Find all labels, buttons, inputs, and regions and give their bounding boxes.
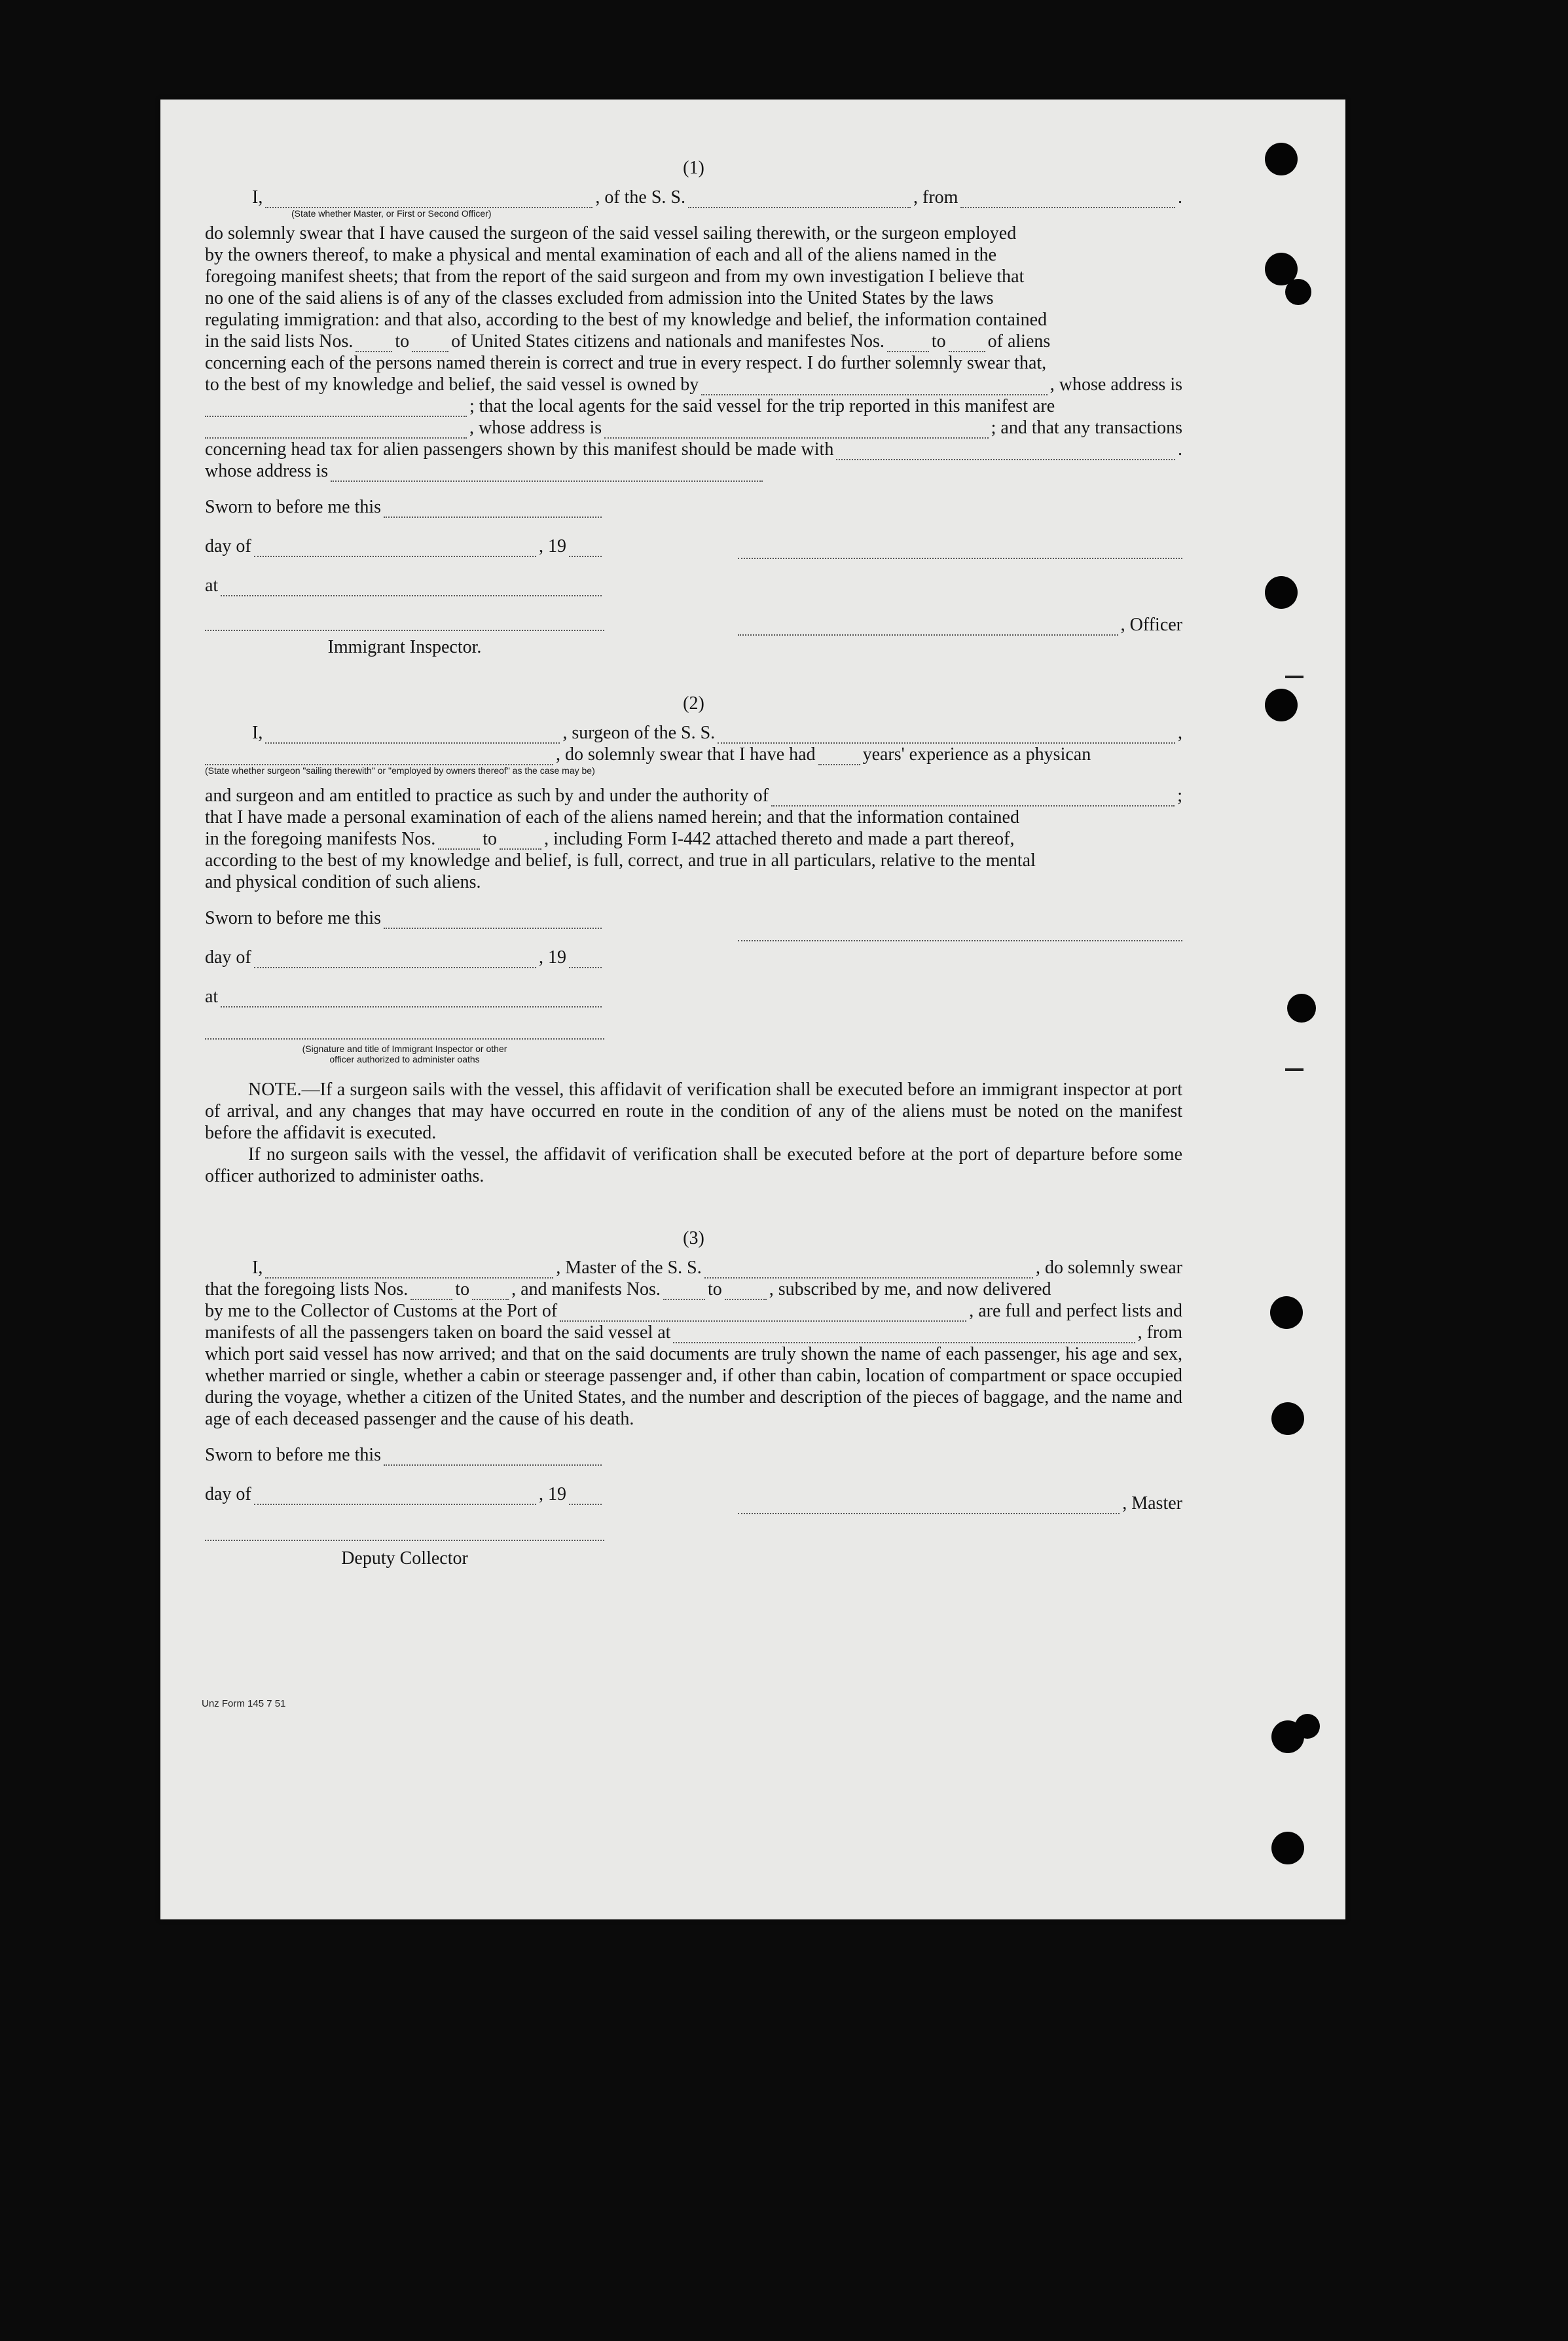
inspector-label: Immigrant Inspector. — [327, 637, 482, 657]
edge-mark — [1285, 1068, 1304, 1071]
section-1-line-1: I, , of the S. S. , from . — [252, 187, 1182, 208]
headtax-line: concerning head tax for alien passengers shown by this manifest should be made with . — [205, 439, 1182, 460]
punch-hole — [1265, 576, 1298, 609]
section-3-line-3: by me to the Collector of Customs at the Port of , are full and perfect lists and — [205, 1301, 1182, 1321]
owner-address-field[interactable] — [205, 401, 467, 417]
collector-signature-line[interactable] — [205, 1524, 604, 1541]
master-year-field[interactable] — [569, 1489, 602, 1505]
punch-hole — [1270, 1296, 1303, 1329]
section-3-signatures: Sworn to before me this day of , 19 , Master Deputy Collector — [205, 1445, 1182, 1569]
collector-label: Deputy Collector — [341, 1548, 468, 1569]
officer-signature-field[interactable] — [738, 620, 1118, 636]
master-list-from-field[interactable] — [410, 1284, 452, 1300]
section-2-signatures: Sworn to before me this day of , 19 at (Signature and title of Immigrant Inspector or other officer authorized to administer oaths — [205, 907, 1182, 1079]
surgeon-name-field[interactable] — [265, 728, 560, 744]
agents-line: ; that the local agents for the said vessel for the trip reported in this manifest are — [205, 395, 1182, 417]
concerning-line: concerning each of the persons named therein is correct and true in every respect. I do further solemnly swear that, — [205, 353, 1047, 373]
punch-hole — [1265, 143, 1298, 175]
lists-line: in the said lists Nos. to of United States citizens and nationals and manifestes Nos. to of aliens — [205, 331, 1051, 352]
form-number: Unz Form 145 7 51 — [202, 1698, 286, 1709]
punch-hole — [1271, 1832, 1304, 1864]
owned-line: to the best of my knowledge and belief, the said vessel is owned by , whose address is — [205, 374, 1182, 395]
port-field[interactable] — [560, 1306, 966, 1322]
surgeon-year-field[interactable] — [569, 953, 602, 968]
administering-officer-line[interactable] — [205, 1025, 604, 1040]
section-2-line-1: I, , surgeon of the S. S. , — [252, 723, 1182, 743]
administering-officer-note: (Signature and title of Immigrant Inspector or other officer authorized to administer oaths — [302, 1043, 507, 1064]
place-field[interactable] — [221, 581, 602, 596]
surgeon-status-field[interactable] — [205, 750, 553, 765]
master-sworn-date-field[interactable] — [384, 1450, 602, 1466]
note-paragraph-2: If no surgeon sails with the vessel, the affidavit of verification shall be executed before at the port of departure before some officer authorized to administer oaths. — [205, 1144, 1182, 1186]
section-3-line-4: manifests of all the passengers taken on board the said vessel at , from — [205, 1322, 1182, 1343]
years-experience-field[interactable] — [818, 750, 860, 765]
section-1-signatures: Sworn to before me this day of , 19 at , Officer Immigrant Inspector. — [205, 497, 1182, 657]
surgeon-manifest-from-field[interactable] — [438, 834, 480, 850]
year-field[interactable] — [569, 541, 602, 557]
agents-address-line: , whose address is ; and that any transactions — [205, 417, 1182, 439]
officer-note: (State whether Master, or First or Second Officer) — [291, 208, 492, 219]
section-3-line-1: I, , Master of the S. S. , do solemnly swear — [252, 1258, 1182, 1278]
master-manifest-from-field[interactable] — [663, 1284, 705, 1300]
list-from-field[interactable] — [356, 336, 392, 352]
surgeon-sworn-date-field[interactable] — [384, 913, 602, 929]
punch-hole — [1271, 1402, 1304, 1435]
owner-field[interactable] — [701, 380, 1048, 395]
vessel-name-field[interactable] — [688, 192, 911, 208]
surgeon-manifest-to-field[interactable] — [500, 834, 541, 850]
edge-mark — [1285, 676, 1304, 678]
punch-hole — [1295, 1714, 1320, 1739]
section-2-line-2: , do solemnly swear that I have had years' experience as a physican — [205, 744, 1182, 765]
whose-address-line: whose address is — [205, 460, 1182, 482]
manifest-to-field[interactable] — [949, 336, 985, 352]
month-field[interactable] — [254, 541, 536, 557]
headtax-address-field[interactable] — [331, 466, 763, 482]
inspector-signature-line[interactable] — [205, 614, 604, 631]
sworn-date-field[interactable] — [384, 502, 602, 518]
surgeon-place-field[interactable] — [221, 992, 602, 1007]
surgeon-vessel-field[interactable] — [718, 728, 1175, 744]
punch-hole — [1287, 994, 1316, 1023]
from-port-field[interactable] — [960, 192, 1175, 208]
agents-address-field[interactable] — [604, 423, 988, 439]
surgeon-note: (State whether surgeon "sailing therewith" or "employed by owners thereof" as the case may be) — [205, 765, 595, 776]
section-1-body: do solemnly swear that I have caused the surgeon of the said vessel sailing therewith, or the surgeon employed by the owners thereof, to make a physical and mental examination of each and all of the aliens named in the foregoing manifest sheets; that from the report of the said surgeon and from my own investigation I believe that no one of the said aliens is of any of the classes excluded from admission into the United States by the laws regulating immigration: and that also, according to the best of my knowledge and belief, the information contained — [205, 223, 1048, 330]
master-list-to-field[interactable] — [472, 1284, 509, 1300]
master-vessel-field[interactable] — [704, 1263, 1033, 1279]
headtax-contact-field[interactable] — [836, 445, 1175, 460]
punch-hole — [1285, 279, 1311, 305]
manifest-line: in the foregoing manifests Nos. to , including Form I-442 attached thereto and made a part thereof, — [205, 829, 1015, 849]
signature-line[interactable] — [738, 545, 1182, 559]
section-3-line-2: that the foregoing lists Nos. to , and manifests Nos. to , subscribed by me, and now delivered — [205, 1279, 1051, 1299]
section-1-number: (1) — [683, 158, 704, 178]
master-month-field[interactable] — [254, 1489, 536, 1505]
section-2-number: (2) — [683, 693, 704, 714]
note-paragraph-1: NOTE.—If a surgeon sails with the vessel, this affidavit of verification shall be executed before an immigrant inspector at port of arrival, and any changes that may have occurred en route in the condition of any of the aliens must be noted on the manifest before the affidavit is executed. — [205, 1080, 1182, 1143]
list-to-field[interactable] — [412, 336, 448, 352]
master-signature-field[interactable] — [738, 1498, 1120, 1514]
officer-name-field[interactable] — [265, 192, 593, 208]
agents-field[interactable] — [205, 423, 467, 439]
section-3-number: (3) — [683, 1228, 704, 1248]
affidavit-form: (1) I, , of the S. S. , from . (State whether Master, or First or Second Officer) do solemnly swear that I have caused the surgeon of the said vessel sailing therewith, or the surgeon employed by the owners thereof, to make a physical and mental examination of each and all of the aliens named in the foregoing manifest sheets; that from the report of the said surgeon and from my own investigation I believe that no one of the said aliens is of any of the classes excluded from admission into the United States by the laws regulating immigration: and that also, according to the best of my knowledge and belief, the information contained in the said lists Nos. to of United States citizens and nationals and manifestes Nos. to of aliens concerning each of the persons named therein is correct and true in every respect. I do further solemnly swear that, to the best of my knowledge and belief, the said vessel is owned by , whose address is ; that the local agents for the said vessel for the trip reported in this manifest are , whose address is ; and that any transactions concerning head tax for alien passengers shown by this manifest should be made with . whose address is Sworn to before me this day of , 19 at , Officer Immigrant Inspector. (2) I, , surgeon of the S. S. , , do solemnly swear that I have had years' experience as a physican (State whether surgeon "sailing therewith" or "employed by owners thereof" as the case may be) and surgeon and am entitled to practice as such by and under the authority of ; that I have made a personal examination of each of the aliens named herein; and that the information contained in the foregoing manifests Nos. to , including Form I-442 attached thereto and made a part thereof, according to the best of my knowledge and belief, is full, correct, and true in all particulars, relative to the mental and physical condition of such aliens. Sworn to before me this day of , 19 at (Signature and title of Immigrant Inspector or other officer authorized to administer oaths NOTE.—If a surgeon sails with the vessel, this affidavit of verification shall be executed before an immigrant inspector at port of arrival, and any changes that may have occurred en route in the condition of any of the aliens must be noted on the manifest before the affidavit is executed. If no surgeon sails with the vessel, the affidavit of verification shall be executed before at the port of departure before some officer authorized to administer oaths. (3) I, , Master of the S. S. , do solemnly swear that the foregoing lists Nos. to , and manifests Nos. to , subscribed by me, and now delivered by me to the Collector of Customs at the Port of , are full and perfect lists and manifests of all the passengers taken on board the said vessel at , from which port said vessel has now arrived; and that on the said documents are truly shown the name of each passenger, his age and sex, whether married or single, whether a cabin or steerage passenger and, if other than cabin, location of compartment or space occupied during the voyage, whether a citizen of the United States, and the number and description of the pieces of baggage, and the name and age of each deceased passenger and the cause of his death. Sworn to before me this day of , 19 , Master Deputy Collector — [205, 157, 1182, 1595]
master-name-field[interactable] — [265, 1263, 553, 1279]
section-3-body: which port said vessel has now arrived; and that on the said documents are truly shown the name of each passenger, his age and sex, whether married or single, whether a cabin or steerage passenger and, if other than cabin, location of compartment or space occupied during the voyage, whether a citizen of the United States, and the number and description of the pieces of baggage, and the name and age of each deceased passenger and the cause of his death. — [205, 1344, 1182, 1429]
master-manifest-to-field[interactable] — [725, 1284, 767, 1300]
boarding-port-field[interactable] — [673, 1328, 1135, 1343]
surgeon-signature-line[interactable] — [738, 927, 1182, 941]
authority-line: and surgeon and am entitled to practice as such by and under the authority of ; — [205, 786, 1182, 806]
surgeon-month-field[interactable] — [254, 953, 536, 968]
punch-hole — [1265, 689, 1298, 721]
manifest-from-field[interactable] — [887, 336, 929, 352]
authority-field[interactable] — [771, 791, 1175, 807]
